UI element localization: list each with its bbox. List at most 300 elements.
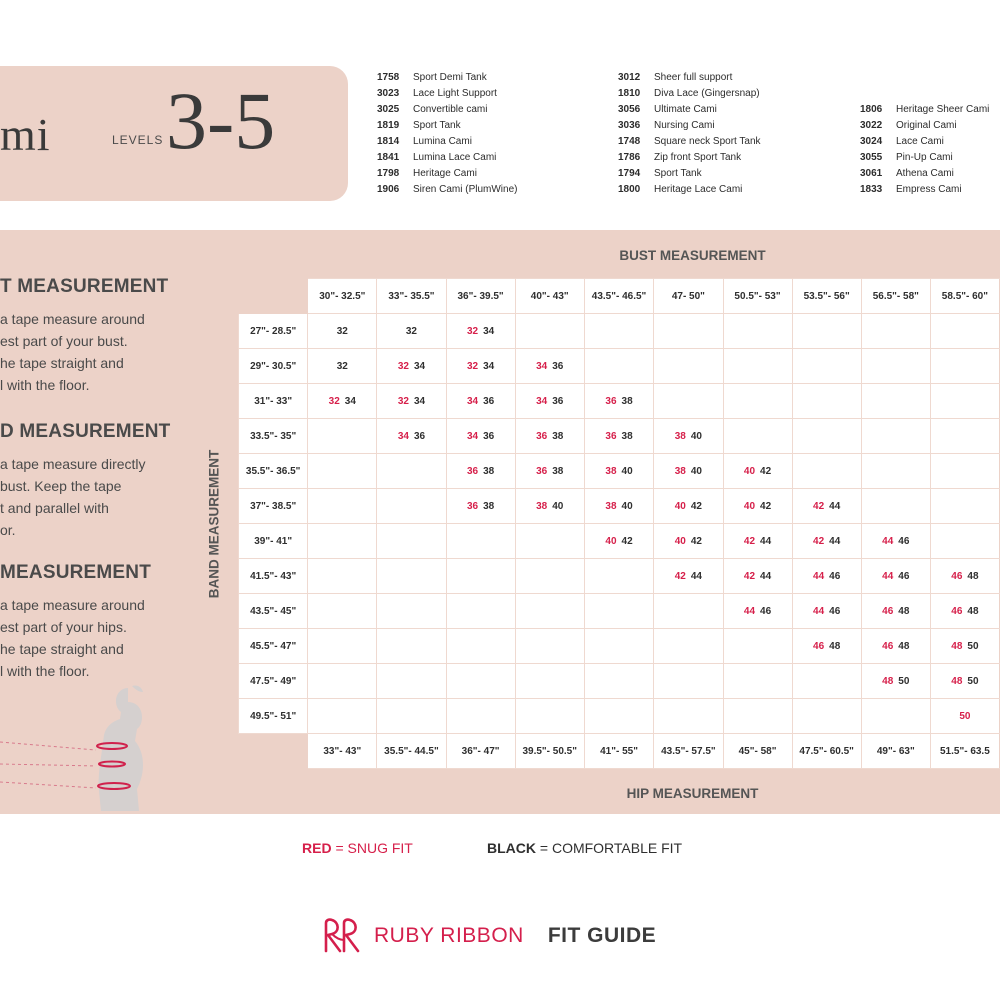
size-cell xyxy=(654,664,723,699)
style-item xyxy=(377,166,517,182)
snug-size: 40 xyxy=(674,500,686,512)
legend-red-desc: = SNUG FIT xyxy=(335,840,413,856)
legend-snug xyxy=(302,840,413,856)
snug-size: 40 xyxy=(743,500,756,512)
comfortable-size: 34 xyxy=(483,360,495,372)
style-item xyxy=(618,70,761,86)
style-item xyxy=(860,150,989,166)
legend-black-desc: = COMFORTABLE FIT xyxy=(539,840,683,856)
comfortable-size: 42 xyxy=(760,465,772,477)
levels-label: LEVELS xyxy=(112,133,164,147)
comfortable-size: 46 xyxy=(898,535,910,547)
size-cell xyxy=(308,384,377,419)
snug-size: 36 xyxy=(466,465,479,477)
band-size-label: 47.5"- 49" xyxy=(239,664,308,699)
style-code: 3056 xyxy=(618,104,641,115)
instruction-title: T MEASUREMENT xyxy=(0,276,169,297)
table-row xyxy=(239,314,1000,349)
snug-size: 44 xyxy=(882,570,894,582)
snug-size: 42 xyxy=(743,535,756,547)
grid-corner xyxy=(239,279,308,314)
size-cell xyxy=(515,419,584,454)
size-cell xyxy=(861,314,930,349)
size-cell xyxy=(861,524,930,559)
size-cell xyxy=(377,384,446,419)
snug-size: 50 xyxy=(959,710,971,722)
snug-size: 32 xyxy=(466,360,479,372)
style-list-col2 xyxy=(618,70,761,198)
size-cell xyxy=(930,629,999,664)
style-code: 3061 xyxy=(860,168,883,179)
size-cell xyxy=(654,349,723,384)
style-code: 1819 xyxy=(377,120,400,131)
comfortable-size: 40 xyxy=(690,430,702,442)
instruction-line: a tape measure around xyxy=(0,311,145,327)
style-code: 1841 xyxy=(377,152,400,163)
band-size-label: 43.5"- 45" xyxy=(239,594,308,629)
size-cell xyxy=(308,489,377,524)
comfortable-size: 42 xyxy=(690,535,702,547)
size-cell xyxy=(792,629,861,664)
snug-size: 48 xyxy=(951,640,963,652)
band-size-label: 31"- 33" xyxy=(239,384,308,419)
size-cell xyxy=(723,594,792,629)
size-cell xyxy=(861,419,930,454)
fit-guide-label: FIT GUIDE xyxy=(547,924,657,947)
comfortable-size: 34 xyxy=(413,395,426,407)
size-cell xyxy=(377,559,446,594)
hip-header-cell: 39.5"- 50.5" xyxy=(515,734,584,769)
size-cell xyxy=(515,384,584,419)
table-row xyxy=(239,524,1000,559)
comfortable-size: 34 xyxy=(413,360,426,372)
comfortable-size: 48 xyxy=(829,640,841,652)
bust-header xyxy=(239,279,1000,314)
size-cell xyxy=(654,314,723,349)
size-cell xyxy=(308,349,377,384)
size-cell xyxy=(861,559,930,594)
size-cell xyxy=(723,699,792,734)
style-item xyxy=(860,102,989,118)
snug-size: 36 xyxy=(605,395,617,407)
comfortable-size: 36 xyxy=(483,430,495,442)
style-item xyxy=(618,86,761,102)
instruction-title: MEASUREMENT xyxy=(0,562,152,583)
style-name: Nursing Cami xyxy=(654,120,715,131)
comfortable-size: 40 xyxy=(690,465,702,477)
snug-size: 32 xyxy=(397,395,409,407)
size-cell xyxy=(446,699,515,734)
style-code: 1800 xyxy=(618,184,641,195)
size-cell xyxy=(723,489,792,524)
bust-header-cell: 33"- 35.5" xyxy=(377,279,446,314)
band-size-label: 37"- 38.5" xyxy=(239,489,308,524)
instruction-line: or. xyxy=(0,522,16,538)
comfortable-size: 48 xyxy=(898,640,910,652)
size-cell xyxy=(584,314,653,349)
snug-size: 40 xyxy=(674,535,686,547)
snug-size: 32 xyxy=(466,325,479,337)
table-row xyxy=(239,664,1000,699)
comfortable-size: 38 xyxy=(483,465,495,477)
hip-header-cell: 51.5"- 63.5 xyxy=(930,734,999,769)
comfortable-size: 50 xyxy=(898,675,910,687)
snug-size: 34 xyxy=(536,395,548,407)
size-cell xyxy=(930,699,999,734)
style-name: Lace Cami xyxy=(896,136,944,147)
snug-size: 44 xyxy=(813,570,825,582)
hip-header xyxy=(239,734,1000,769)
snug-size: 48 xyxy=(882,675,894,687)
style-code: 3012 xyxy=(618,72,641,83)
style-name: Empress Cami xyxy=(896,184,962,195)
bust-header-cell: 50.5"- 53" xyxy=(723,279,792,314)
style-item xyxy=(377,182,517,198)
comfortable-size: 42 xyxy=(690,500,702,512)
size-cell xyxy=(654,454,723,489)
snug-size: 40 xyxy=(743,465,756,477)
comfortable-size: 48 xyxy=(898,605,910,617)
size-cell xyxy=(723,524,792,559)
size-cell xyxy=(446,384,515,419)
style-item xyxy=(618,102,761,118)
size-cell xyxy=(654,559,723,594)
snug-size: 42 xyxy=(813,500,825,512)
snug-size: 36 xyxy=(536,465,548,477)
size-cell xyxy=(377,314,446,349)
style-item xyxy=(377,102,517,118)
table-row xyxy=(239,349,1000,384)
instruction-line: l with the floor. xyxy=(0,663,90,679)
size-cell xyxy=(515,559,584,594)
size-cell xyxy=(792,384,861,419)
measuring-figure-illustration xyxy=(0,680,160,812)
hip-measurement-title: HIP MEASUREMENT xyxy=(626,786,759,801)
size-cell xyxy=(930,489,999,524)
hip-header-cell: 43.5"- 57.5" xyxy=(654,734,723,769)
size-cell xyxy=(930,454,999,489)
comfortable-size: 44 xyxy=(760,535,772,547)
size-cell xyxy=(584,594,653,629)
band-size-label: 41.5"- 43" xyxy=(239,559,308,594)
size-cell xyxy=(723,559,792,594)
comfortable-size: 38 xyxy=(621,395,633,407)
size-cell xyxy=(446,489,515,524)
comfortable-size: 38 xyxy=(552,465,564,477)
size-cell xyxy=(308,559,377,594)
size-cell xyxy=(723,629,792,664)
size-cell xyxy=(584,349,653,384)
snug-size: 36 xyxy=(466,500,479,512)
comfortable-size: 48 xyxy=(967,570,979,582)
band-size-label: 49.5"- 51" xyxy=(239,699,308,734)
instruction-line: bust. Keep the tape xyxy=(0,478,122,494)
size-cell xyxy=(584,559,653,594)
instruction-line: a tape measure directly xyxy=(0,456,146,472)
style-code: 3036 xyxy=(618,120,641,131)
hip-header-cell: 47.5"- 60.5" xyxy=(792,734,861,769)
header-word: mi xyxy=(0,109,51,160)
instruction-line: l with the floor. xyxy=(0,377,90,393)
size-cell xyxy=(654,594,723,629)
style-code: 3023 xyxy=(377,88,400,99)
size-cell xyxy=(515,349,584,384)
instruction-bust xyxy=(0,276,168,396)
size-cell xyxy=(792,349,861,384)
style-code: 1798 xyxy=(377,168,400,179)
size-cell xyxy=(584,489,653,524)
table-row xyxy=(239,384,1000,419)
size-cell xyxy=(446,594,515,629)
style-item xyxy=(860,182,989,198)
size-cell xyxy=(861,349,930,384)
style-list-col1 xyxy=(377,70,517,198)
snug-size: 46 xyxy=(951,605,963,617)
size-cell xyxy=(515,629,584,664)
snug-size: 46 xyxy=(951,570,963,582)
size-cell xyxy=(930,524,999,559)
style-name: Square neck Sport Tank xyxy=(654,136,761,147)
instruction-band xyxy=(0,421,170,541)
size-cell xyxy=(792,489,861,524)
hip-header-cell: 33"- 43" xyxy=(308,734,377,769)
size-cell xyxy=(930,349,999,384)
comfortable-size: 50 xyxy=(967,640,979,652)
style-code: 3024 xyxy=(860,136,883,147)
legend-comfortable xyxy=(487,840,682,856)
table-row xyxy=(239,419,1000,454)
size-cell xyxy=(861,594,930,629)
band-measurement-title: BAND MEASUREMENT xyxy=(206,449,222,599)
comfortable-size: 40 xyxy=(621,500,633,512)
band-size-label: 33.5"- 35" xyxy=(239,419,308,454)
size-cell xyxy=(930,594,999,629)
bust-header-cell: 53.5"- 56" xyxy=(792,279,861,314)
snug-size: 44 xyxy=(882,535,894,547)
size-cell xyxy=(861,384,930,419)
comfortable-size: 44 xyxy=(760,570,772,582)
style-name: Sport Tank xyxy=(654,168,702,179)
size-cell xyxy=(584,699,653,734)
snug-size: 34 xyxy=(536,360,548,372)
size-cell xyxy=(792,314,861,349)
snug-size: 36 xyxy=(605,430,617,442)
comfortable-size: 36 xyxy=(483,395,495,407)
style-name: Lumina Cami xyxy=(413,136,472,147)
snug-size: 38 xyxy=(605,465,617,477)
snug-size: 42 xyxy=(743,570,756,582)
instruction-line: he tape straight and xyxy=(0,641,124,657)
size-cell xyxy=(515,664,584,699)
snug-size: 46 xyxy=(882,605,894,617)
size-cell xyxy=(792,559,861,594)
style-code: 3025 xyxy=(377,104,400,115)
hip-header-cell: 45"- 58" xyxy=(723,734,792,769)
size-cell xyxy=(515,524,584,559)
bust-header-cell: 58.5"- 60" xyxy=(930,279,999,314)
instruction-title: D MEASUREMENT xyxy=(0,421,171,442)
size-cell xyxy=(515,489,584,524)
snug-size: 42 xyxy=(674,570,686,582)
size-cell xyxy=(723,454,792,489)
hip-header-cell: 35.5"- 44.5" xyxy=(377,734,446,769)
comfortable-size: 50 xyxy=(967,675,979,687)
size-cell xyxy=(446,559,515,594)
table-row xyxy=(239,629,1000,664)
instruction-line: t and parallel with xyxy=(0,500,109,516)
table-row xyxy=(239,559,1000,594)
size-cell xyxy=(377,454,446,489)
size-cell xyxy=(515,594,584,629)
size-cell xyxy=(861,664,930,699)
band-size-label: 35.5"- 36.5" xyxy=(239,454,308,489)
hip-header-cell: 41"- 55" xyxy=(584,734,653,769)
instruction-line: a tape measure around xyxy=(0,597,145,613)
size-cell xyxy=(377,629,446,664)
style-name: Sport Demi Tank xyxy=(413,72,487,83)
size-cell xyxy=(792,419,861,454)
size-cell xyxy=(723,384,792,419)
size-cell xyxy=(308,629,377,664)
size-cell xyxy=(308,524,377,559)
bust-measurement-title: BUST MEASUREMENT xyxy=(619,248,766,263)
size-cell xyxy=(930,559,999,594)
band-size-label: 27"- 28.5" xyxy=(239,314,308,349)
style-code: 3022 xyxy=(860,120,883,131)
size-cell xyxy=(723,419,792,454)
size-cell xyxy=(654,419,723,454)
snug-size: 46 xyxy=(882,640,894,652)
size-cell xyxy=(446,314,515,349)
size-cell xyxy=(515,699,584,734)
size-cell xyxy=(930,384,999,419)
size-cell xyxy=(723,664,792,699)
style-name: Original Cami xyxy=(896,120,957,131)
comfortable-size: 48 xyxy=(967,605,979,617)
style-item xyxy=(618,150,761,166)
table-row xyxy=(239,454,1000,489)
style-item xyxy=(618,118,761,134)
style-item xyxy=(377,118,517,134)
size-cell xyxy=(861,629,930,664)
comfortable-size: 40 xyxy=(552,500,564,512)
band-size-label: 39"- 41" xyxy=(239,524,308,559)
legend-black-word: BLACK xyxy=(487,840,536,856)
comfortable-size: 44 xyxy=(829,500,841,512)
size-cell xyxy=(446,664,515,699)
size-cell xyxy=(377,594,446,629)
style-name: Lumina Lace Cami xyxy=(413,152,497,163)
style-item xyxy=(618,166,761,182)
size-cell xyxy=(308,314,377,349)
snug-size: 44 xyxy=(743,605,756,617)
size-cell xyxy=(861,489,930,524)
comfortable-size: 46 xyxy=(760,605,772,617)
size-cell xyxy=(446,629,515,664)
size-cell xyxy=(377,664,446,699)
style-item xyxy=(618,134,761,150)
size-cell xyxy=(792,664,861,699)
size-cell xyxy=(654,489,723,524)
style-item xyxy=(618,182,761,198)
style-code: 1810 xyxy=(618,88,641,99)
size-cell xyxy=(930,314,999,349)
comfortable-size: 38 xyxy=(483,500,495,512)
style-name: Lace Light Support xyxy=(413,88,497,99)
instruction-hip xyxy=(0,562,151,682)
snug-size: 38 xyxy=(605,500,617,512)
size-cell xyxy=(377,489,446,524)
size-cell xyxy=(446,419,515,454)
snug-size: 38 xyxy=(674,430,686,442)
snug-size: 44 xyxy=(813,605,825,617)
style-code: 1748 xyxy=(618,136,641,147)
style-item xyxy=(860,134,989,150)
bust-header-cell: 56.5"- 58" xyxy=(861,279,930,314)
comfortable-size: 38 xyxy=(552,430,564,442)
snug-size: 36 xyxy=(536,430,548,442)
style-item xyxy=(377,134,517,150)
size-cell xyxy=(377,349,446,384)
size-cell xyxy=(446,349,515,384)
style-name: Athena Cami xyxy=(896,168,954,179)
style-item xyxy=(860,166,989,182)
comfortable-size: 32 xyxy=(405,325,417,337)
hip-header-cell: 49"- 63" xyxy=(861,734,930,769)
comfortable-size: 42 xyxy=(760,500,772,512)
comfortable-size: 32 xyxy=(336,325,348,337)
bust-header-cell: 30"- 32.5" xyxy=(308,279,377,314)
size-cell xyxy=(515,314,584,349)
style-item xyxy=(377,86,517,102)
style-name: Heritage Sheer Cami xyxy=(896,104,990,115)
bust-header-cell: 40"- 43" xyxy=(515,279,584,314)
comfortable-size: 32 xyxy=(336,360,348,372)
size-cell xyxy=(377,699,446,734)
snug-size: 48 xyxy=(951,675,963,687)
style-name: Ultimate Cami xyxy=(654,104,717,115)
table-row xyxy=(239,594,1000,629)
style-code: 1786 xyxy=(618,152,641,163)
size-cell xyxy=(654,699,723,734)
style-code: 1758 xyxy=(377,72,400,83)
style-code: 1906 xyxy=(377,184,400,195)
snug-size: 34 xyxy=(466,395,479,407)
size-cell xyxy=(308,419,377,454)
size-cell xyxy=(861,699,930,734)
comfortable-size: 38 xyxy=(621,430,633,442)
style-name: Diva Lace (Gingersnap) xyxy=(654,88,760,99)
size-cell xyxy=(861,454,930,489)
size-cell xyxy=(377,419,446,454)
table-row xyxy=(239,699,1000,734)
comfortable-size: 46 xyxy=(829,570,841,582)
snug-size: 42 xyxy=(813,535,825,547)
size-cell xyxy=(584,524,653,559)
style-code: 1833 xyxy=(860,184,883,195)
style-name: Sheer full support xyxy=(654,72,733,83)
comfortable-size: 46 xyxy=(898,570,910,582)
snug-size: 40 xyxy=(605,535,617,547)
instruction-line: est part of your hips. xyxy=(0,619,127,635)
style-name: Zip front Sport Tank xyxy=(654,152,742,163)
brand-name: RUBY RIBBON xyxy=(374,924,524,947)
instruction-line: he tape straight and xyxy=(0,355,124,371)
size-cell xyxy=(654,524,723,559)
size-cell xyxy=(446,524,515,559)
comfortable-size: 46 xyxy=(829,605,841,617)
size-cell xyxy=(308,664,377,699)
